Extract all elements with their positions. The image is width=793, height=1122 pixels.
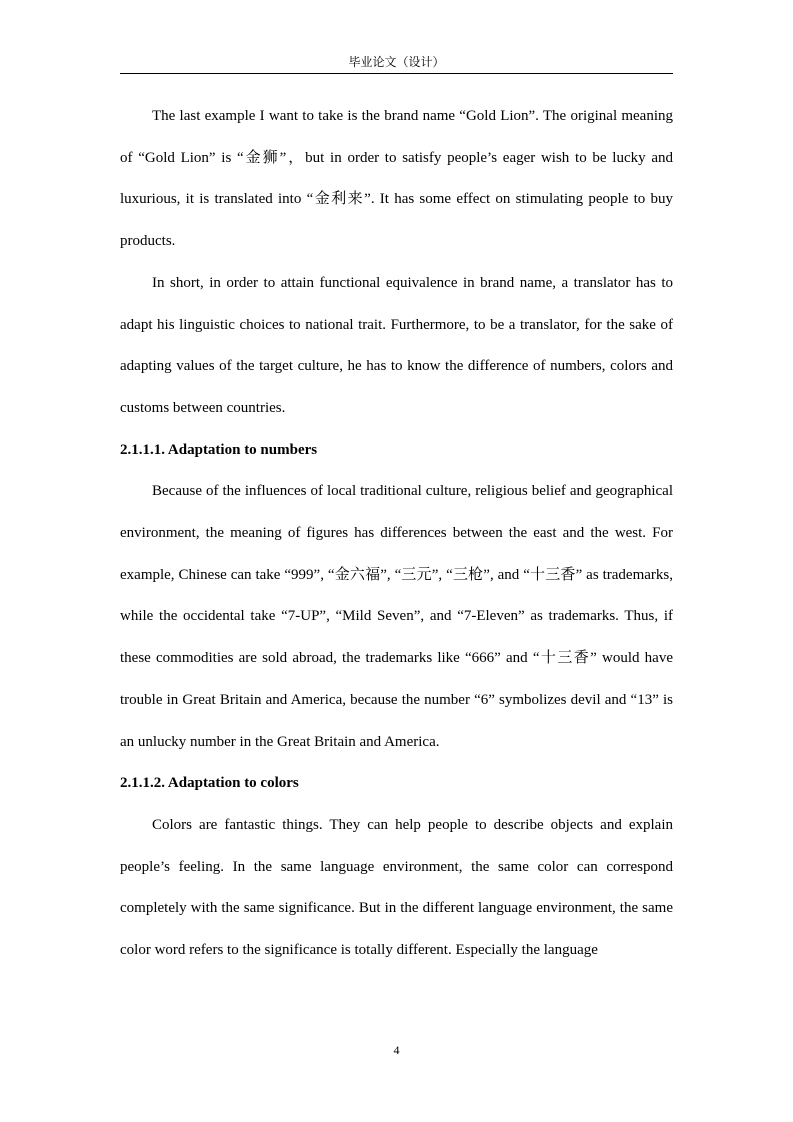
section-heading-colors: 2.1.1.2. Adaptation to colors — [120, 775, 299, 792]
paragraph-gold-lion: The last example I want to take is the brand name “Gold Lion”. The original meaning of “Gold Lion” is “金狮”，but in order to satisfy people’s eager wish to be lucky and luxurious, it is translated into “金利来”. It has some effect on stimulating people to buy products. — [120, 108, 673, 250]
page-number: 4 — [393, 1043, 400, 1057]
paragraph-functional-equivalence: In short, in order to attain functional equivalence in brand name, a translator has to adapt his linguistic choices to national trait. Furthermore, to be a translator, for the sake of adapting values of the target culture, he has to know the difference of numbers, colors and customs between countries. — [120, 274, 673, 416]
header-divider — [120, 73, 673, 74]
paragraph-numbers: Because of the influences of local traditional culture, religious belief and geographical environment, the meaning of figures has differences between the east and the west. For example, Chinese can take “999”, “金六福”, “三元”, “三枪”, and “十三香” as trademarks, while the occidental take “7-UP”, “Mild Seven”, and “7-Eleven” as trademarks. Thus, if these commodities are sold abroad, the trademarks like “666” and “十三香” would have trouble in Great Britain and America, because the number “6” symbolizes devil and “13” is an unlucky number in the Great Britain and America. — [120, 483, 673, 750]
page-header: 毕业论文（设计） — [348, 55, 445, 69]
paragraph-colors: Colors are fantastic things. They can help people to describe objects and explain people’s feeling. In the same language environment, the same color can correspond completely with the same significance. But in the different language environment, the same color word refers to the significance is totally different. Especially the language — [120, 816, 673, 959]
document-body — [120, 96, 673, 972]
section-heading-numbers: 2.1.1.1. Adaptation to numbers — [120, 441, 318, 458]
